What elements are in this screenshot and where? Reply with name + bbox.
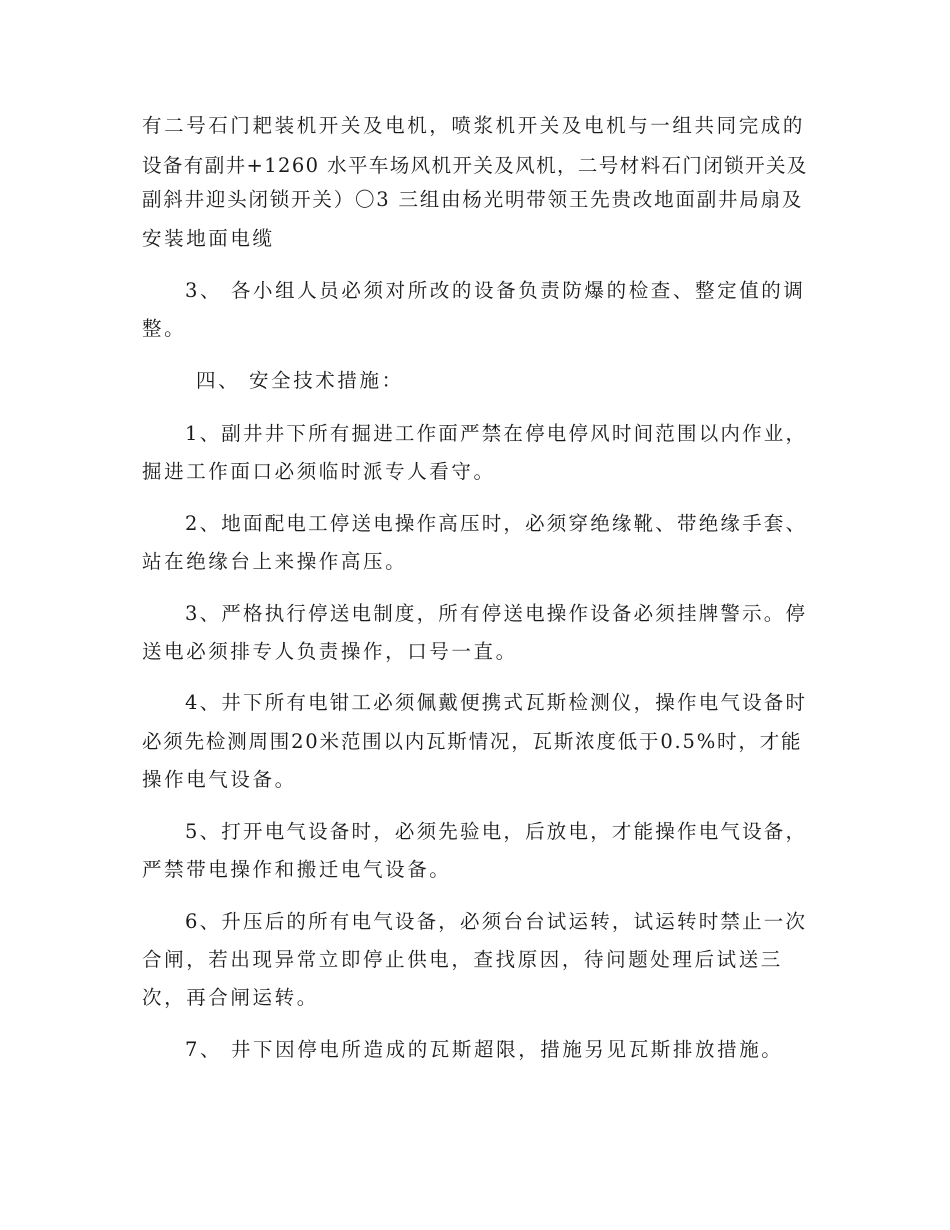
text-line: 设备有副井+1260 水平车场风机开关及风机，二号材料石门闭锁开关及	[142, 154, 808, 177]
text-line: 必须先检测周围20米范围以内瓦斯情况，瓦斯浓度低于0.5%时，才能	[142, 730, 803, 753]
text-line: 5、打开电气设备时，必须先验电，后放电，才能操作电气设备，	[185, 820, 808, 843]
text-line: 合闸，若出现异常立即停止供电，查找原因，待问题处理后试送三	[142, 948, 783, 971]
text-line: 整。	[142, 317, 187, 340]
text-line: 站在绝缘台上来操作高压。	[142, 550, 408, 573]
text-line: 严禁带电操作和搬迁电气设备。	[142, 858, 452, 881]
text-line: 送电必须排专人负责操作，口号一直。	[142, 640, 518, 663]
text-line: 2、地面配电工停送电操作高压时，必须穿绝缘靴、带绝缘手套、	[185, 512, 808, 535]
text-line: 6、升压后的所有电气设备，必须台台试运转，试运转时禁止一次	[185, 910, 808, 933]
section-heading: 四、 安全技术措施：	[196, 369, 404, 392]
measure-7: 7、 井下因停电所造成的瓦斯超限，措施另见瓦斯排放措施。	[185, 1038, 784, 1061]
text-line: 安装地面电缆	[142, 227, 275, 250]
text-line: 操作电气设备。	[142, 768, 297, 791]
text-line: 有二号石门耙装机开关及电机，喷浆机开关及电机与一组共同完成的	[142, 114, 806, 137]
text-line: 掘进工作面口必须临时派专人看守。	[142, 460, 496, 483]
text-line: 副斜井迎头闭锁开关）〇3 三组由杨光明带领王先贵改地面副井局扇及	[142, 188, 804, 211]
text-line: 3、严格执行停送电制度，所有停送电操作设备必须挂牌警示。停	[185, 602, 808, 625]
text-line: 3、 各小组人员必须对所改的设备负责防爆的检查、整定值的调	[185, 279, 806, 302]
text-line: 1、副井井下所有掘进工作面严禁在停电停风时间范围以内作业，	[185, 422, 808, 445]
text-line: 次，再合闸运转。	[142, 986, 319, 1009]
text-line: 4、井下所有电钳工必须佩戴便携式瓦斯检测仪，操作电气设备时	[185, 691, 808, 714]
